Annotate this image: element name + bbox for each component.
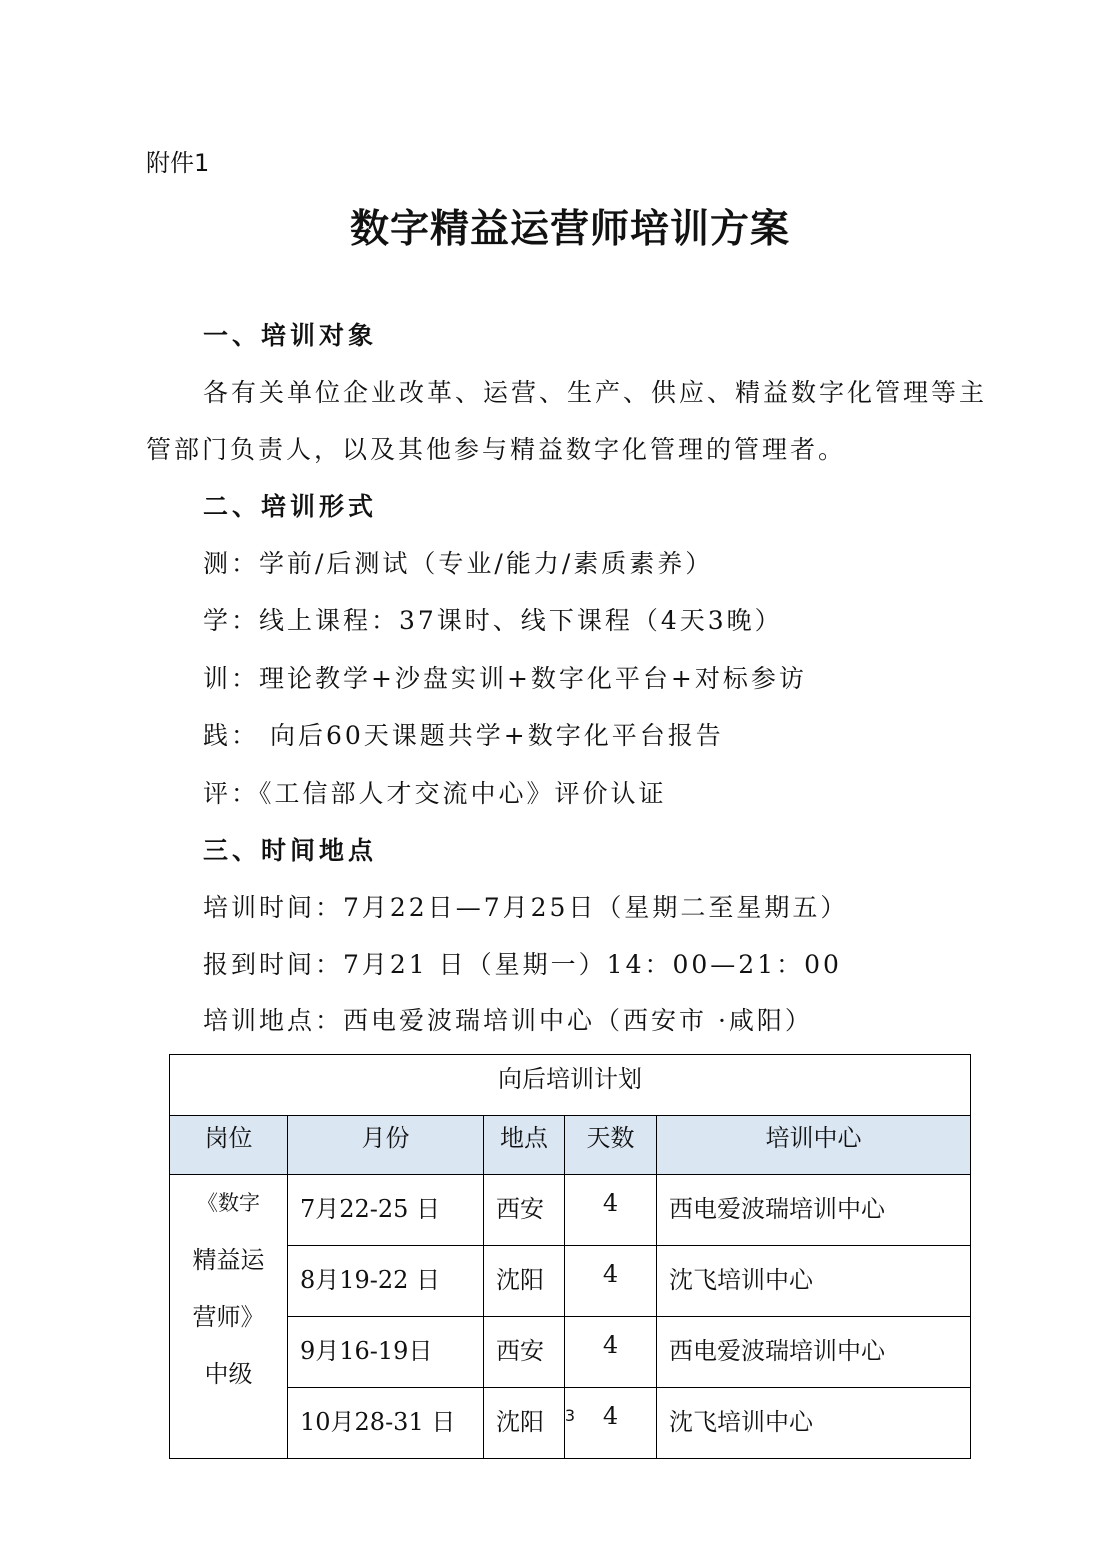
post-line: 《数字 (197, 1191, 260, 1215)
month-cell: 9月16-19日 (288, 1317, 484, 1388)
table-row (170, 1246, 971, 1317)
table-caption: 向后培训计划 (170, 1055, 971, 1116)
days-cell: 4 (565, 1246, 657, 1317)
center-cell: 沈飞培训中心 (657, 1246, 971, 1317)
month-cell: 10月28-31 日 (288, 1388, 484, 1459)
section-text: 学：线上课程：37课时、线下课程（4天3晚） (203, 606, 783, 635)
section-text: 培训时间：7月22日—7月25日（星期二至星期五） (203, 893, 849, 922)
column-header: 天数 (565, 1116, 657, 1175)
table-row (170, 1175, 971, 1246)
column-header: 岗位 (170, 1116, 288, 1175)
post-line: 精益运 (192, 1246, 265, 1274)
center-cell: 沈飞培训中心 (657, 1388, 971, 1459)
section-text: 报到时间：7月21 日（星期一）14：00—21：00 (203, 950, 842, 979)
section-heading-targets: 一、培训对象 (203, 321, 378, 350)
place-cell: 西安 (484, 1317, 565, 1388)
section-heading-time-place: 三、时间地点 (203, 836, 378, 865)
column-header: 培训中心 (657, 1116, 971, 1175)
training-plan-table (169, 1054, 971, 1459)
center-cell: 西电爱波瑞培训中心 (657, 1175, 971, 1246)
section-text: 评：《工信部人才交流中心》评价认证 (203, 779, 667, 808)
place-cell: 沈阳 (484, 1246, 565, 1317)
column-header: 地点 (484, 1116, 565, 1175)
section-text: 践： 向后60天课题共学+数字化平台报告 (203, 721, 724, 750)
section-heading-format: 二、培训形式 (203, 492, 378, 521)
section-text: 测：学前/后测试（专业/能力/素质素养） (203, 549, 714, 578)
column-header: 月份 (288, 1116, 484, 1175)
document-title: 数字精益运营师培训方案 (349, 207, 790, 252)
page-number: 3 (564, 1406, 576, 1425)
table-caption-row (170, 1055, 971, 1116)
section-text: 管部门负责人，以及其他参与精益数字化管理的管理者。 (146, 435, 847, 464)
center-cell: 西电爱波瑞培训中心 (657, 1317, 971, 1388)
table-header-row (170, 1116, 971, 1175)
post-line: 中级 (204, 1360, 253, 1388)
place-cell: 沈阳 (484, 1388, 565, 1459)
place-cell: 西安 (484, 1175, 565, 1246)
days-cell: 4 (565, 1317, 657, 1388)
table-row (170, 1317, 971, 1388)
attachment-label: 附件1 (146, 149, 210, 177)
month-cell: 8月19-22 日 (288, 1246, 484, 1317)
section-text: 各有关单位企业改革、运营、生产、供应、精益数字化管理等主 (203, 378, 988, 407)
days-cell: 4 (565, 1388, 657, 1459)
post-line: 营师》 (192, 1303, 265, 1331)
section-text: 培训地点：西电爱波瑞培训中心（西安市 ·咸阳） (203, 1006, 813, 1035)
section-text: 训：理论教学+沙盘实训+数字化平台+对标参访 (203, 664, 807, 693)
days-cell: 4 (565, 1175, 657, 1246)
month-cell: 7月22-25 日 (288, 1175, 484, 1246)
